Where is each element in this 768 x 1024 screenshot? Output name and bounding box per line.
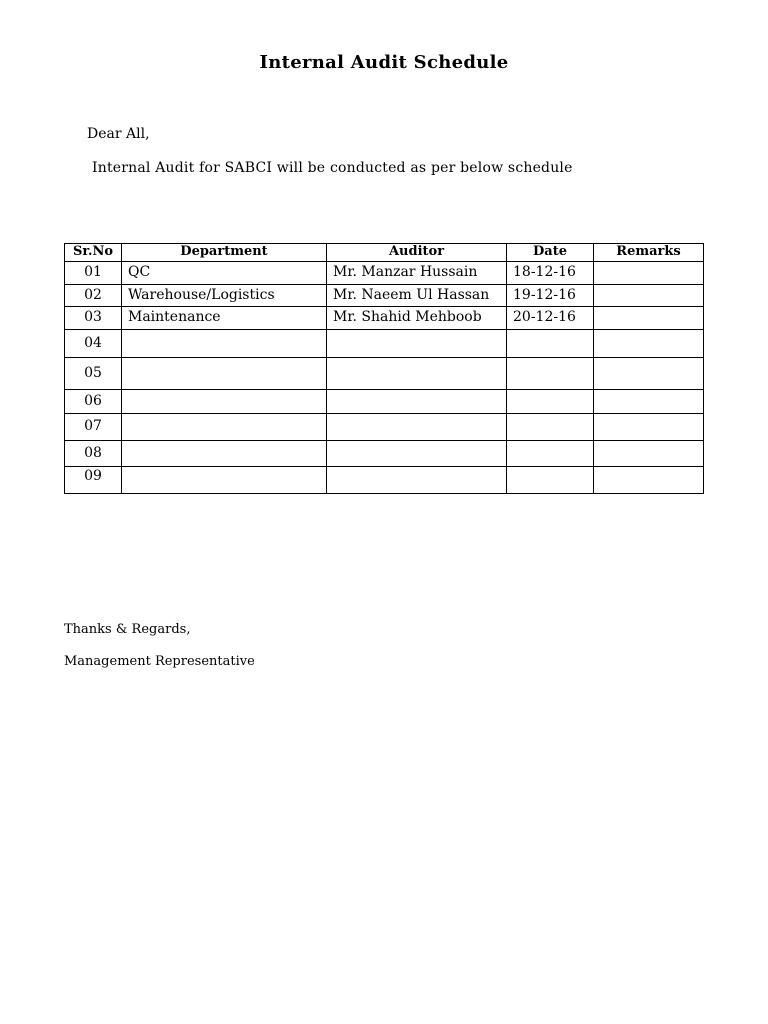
cell-department — [122, 441, 327, 467]
cell-sr-no: 05 — [65, 358, 122, 390]
cell-auditor: Mr. Naeem Ul Hassan — [327, 285, 507, 307]
table-row — [65, 441, 704, 467]
cell-department — [122, 330, 327, 358]
greeting-text: Dear All, — [87, 126, 150, 142]
cell-sr-no: 07 — [65, 414, 122, 441]
audit-schedule-table — [64, 243, 704, 494]
table-row — [65, 262, 704, 285]
cell-department — [122, 414, 327, 441]
document-title: Internal Audit Schedule — [259, 52, 509, 73]
cell-remarks — [594, 307, 704, 330]
cell-department — [122, 358, 327, 390]
cell-sr-no: 04 — [65, 330, 122, 358]
cell-auditor — [327, 358, 507, 390]
cell-department: Warehouse/Logistics — [122, 285, 327, 307]
cell-auditor — [327, 441, 507, 467]
cell-sr-no: 03 — [65, 307, 122, 330]
cell-date — [507, 330, 594, 358]
cell-department: Maintenance — [122, 307, 327, 330]
table-header — [65, 244, 704, 262]
header-department: Department — [122, 244, 327, 262]
cell-auditor — [327, 467, 507, 494]
cell-auditor — [327, 390, 507, 414]
cell-sr-no: 09 — [65, 467, 122, 494]
cell-remarks — [594, 441, 704, 467]
cell-date — [507, 467, 594, 494]
header-auditor: Auditor — [327, 244, 507, 262]
cell-remarks — [594, 358, 704, 390]
cell-department — [122, 390, 327, 414]
cell-date: 19-12-16 — [507, 285, 594, 307]
cell-remarks — [594, 330, 704, 358]
cell-department — [122, 467, 327, 494]
table-row — [65, 467, 704, 494]
header-sr-no: Sr.No — [65, 244, 122, 262]
header-date: Date — [507, 244, 594, 262]
table-row — [65, 307, 704, 330]
table-row — [65, 414, 704, 441]
cell-date — [507, 414, 594, 441]
cell-remarks — [594, 262, 704, 285]
cell-auditor: Mr. Manzar Hussain — [327, 262, 507, 285]
cell-sr-no: 08 — [65, 441, 122, 467]
cell-remarks — [594, 285, 704, 307]
cell-remarks — [594, 467, 704, 494]
cell-sr-no: 06 — [65, 390, 122, 414]
cell-date — [507, 358, 594, 390]
cell-remarks — [594, 414, 704, 441]
cell-auditor: Mr. Shahid Mehboob — [327, 307, 507, 330]
cell-date — [507, 390, 594, 414]
cell-date — [507, 441, 594, 467]
cell-sr-no: 01 — [65, 262, 122, 285]
table-row — [65, 285, 704, 307]
table-header-row — [65, 244, 704, 262]
header-remarks: Remarks — [594, 244, 704, 262]
cell-remarks — [594, 390, 704, 414]
cell-auditor — [327, 414, 507, 441]
cell-auditor — [327, 330, 507, 358]
table-body — [65, 262, 704, 494]
table-row — [65, 390, 704, 414]
cell-sr-no: 02 — [65, 285, 122, 307]
cell-date: 20-12-16 — [507, 307, 594, 330]
table-row — [65, 358, 704, 390]
table-row — [65, 330, 704, 358]
cell-department: QC — [122, 262, 327, 285]
cell-date: 18-12-16 — [507, 262, 594, 285]
signatory-title: Management Representative — [64, 654, 255, 669]
intro-paragraph: Internal Audit for SABCI will be conducted as per below schedule — [92, 160, 573, 176]
closing-regards: Thanks & Regards, — [64, 622, 191, 637]
